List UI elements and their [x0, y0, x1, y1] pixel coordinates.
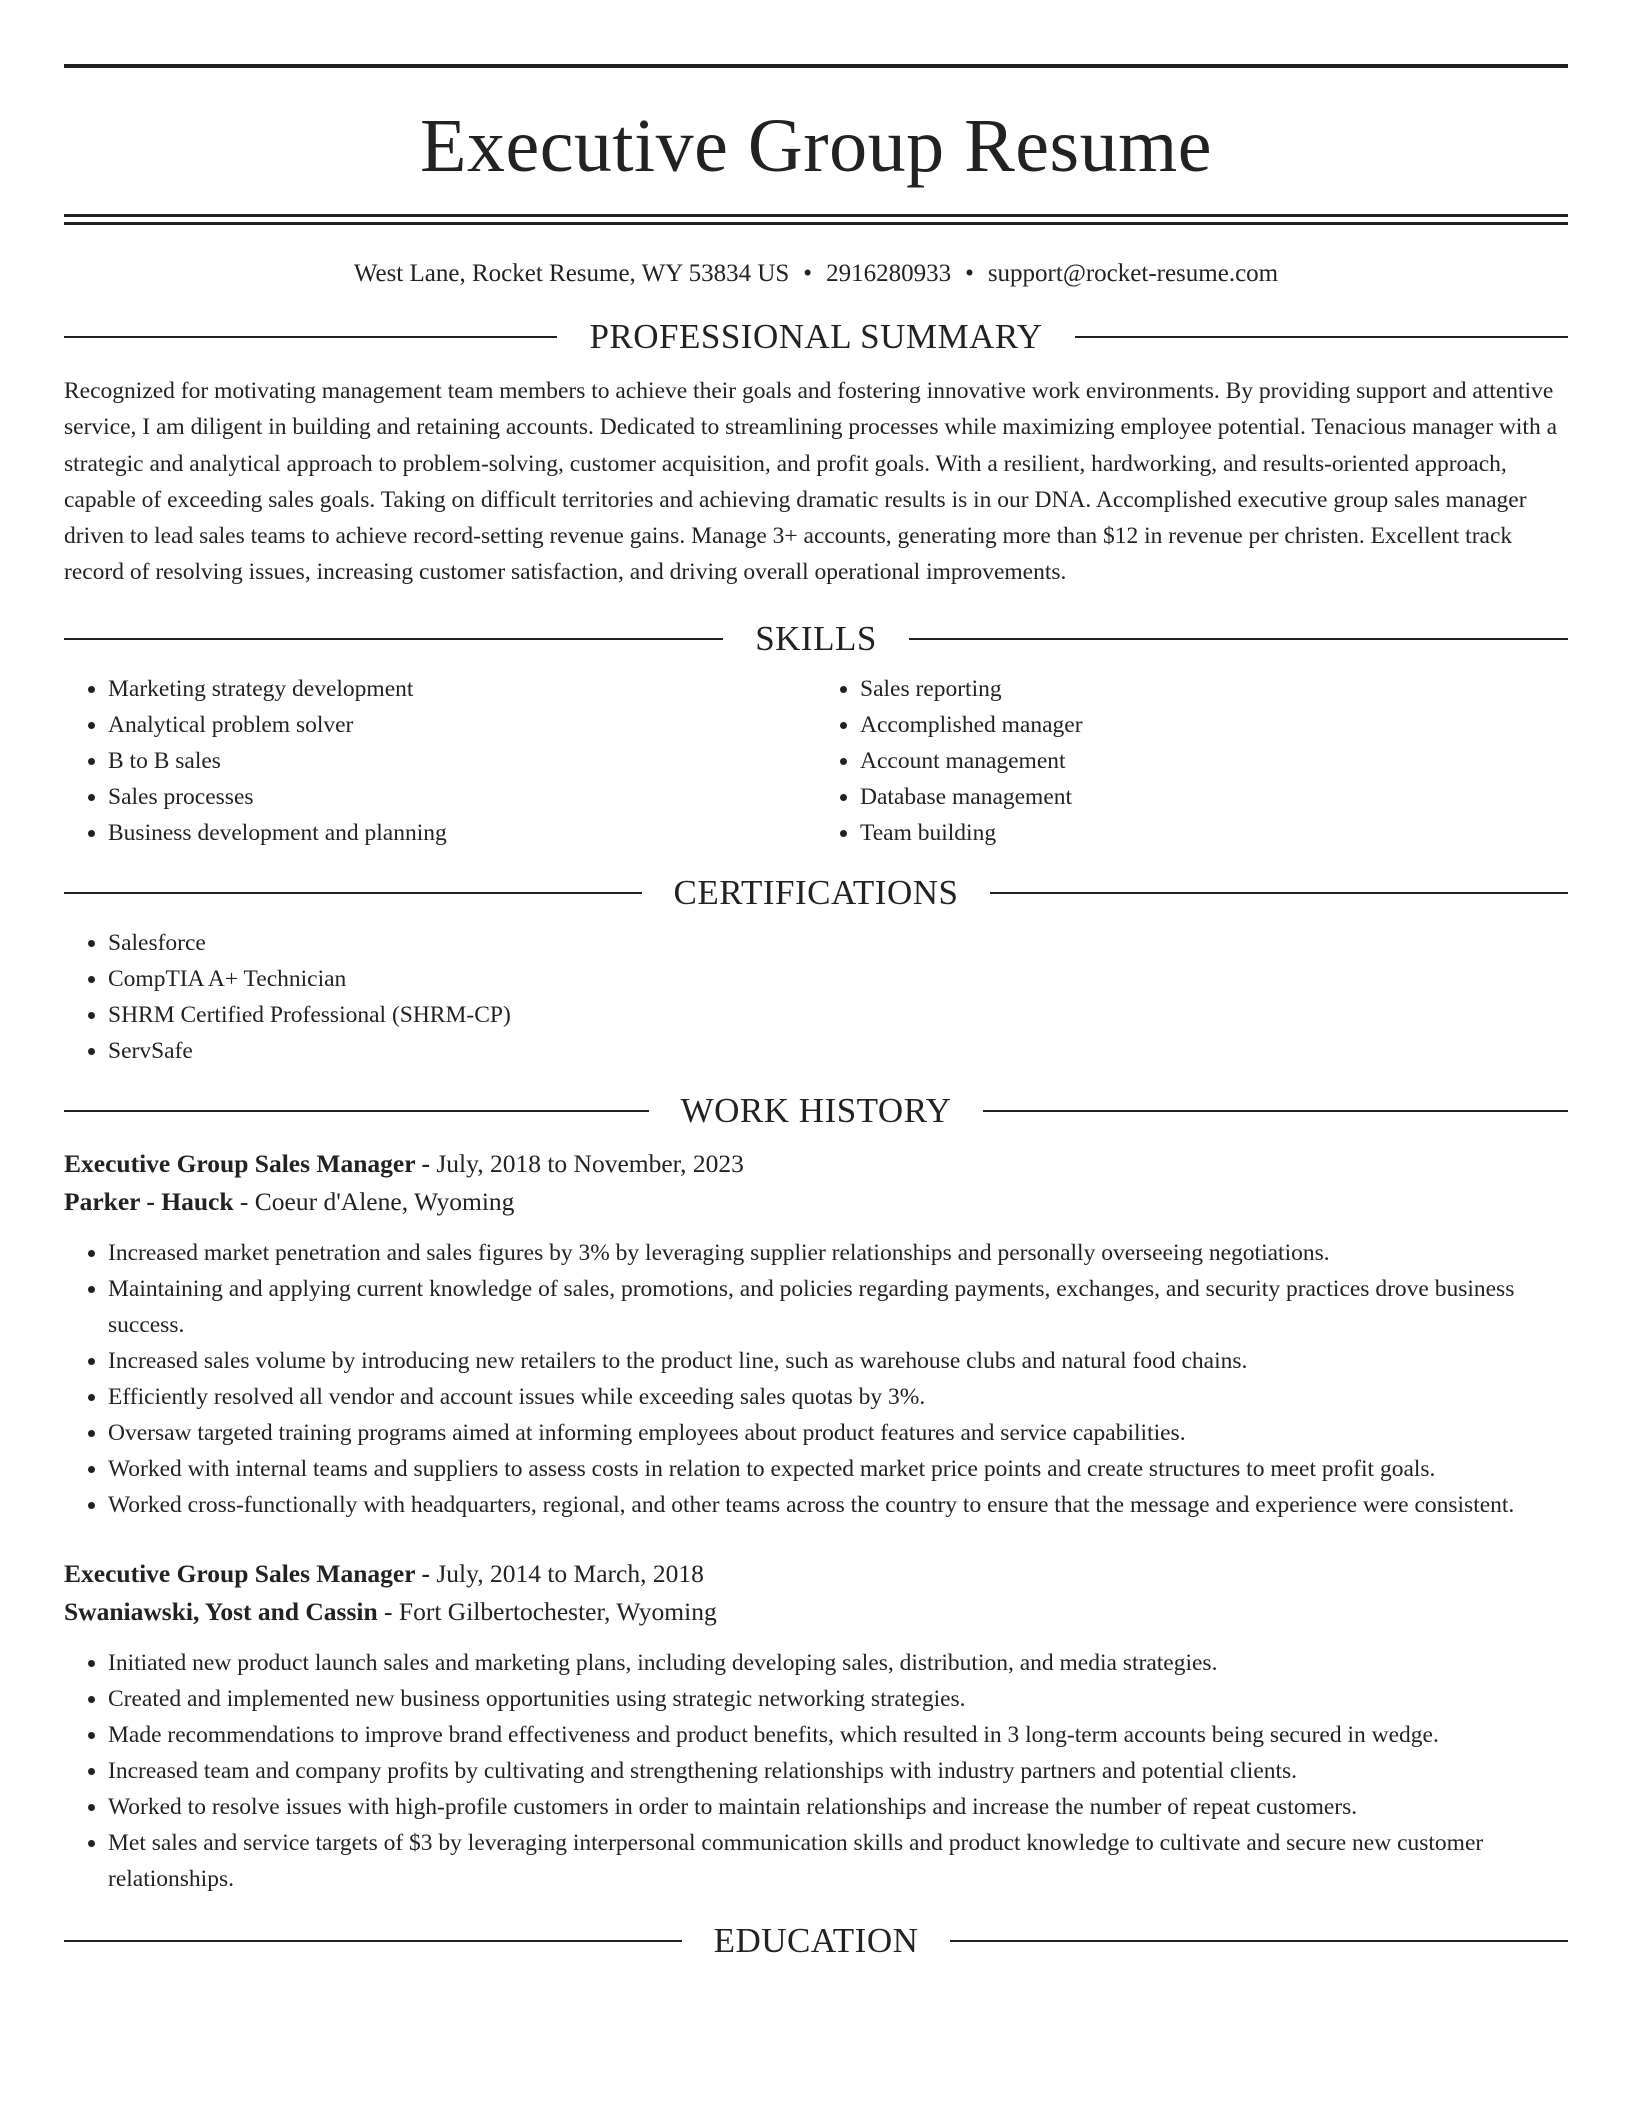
certification-item: • CompTIA A+ Technician	[108, 961, 1568, 997]
job-title-line	[64, 1555, 1568, 1593]
skill-item: • Business development and planning	[108, 815, 816, 851]
job-bullet: • Met sales and service targets of $3 by leveraging interpersonal communication skills and product knowledge to cultivate and secure new customer relationships.	[108, 1825, 1568, 1897]
heading-rule-left	[64, 1110, 649, 1112]
job-title: Executive Group Sales Manager	[64, 1558, 416, 1588]
certification-item: • Salesforce	[108, 925, 1568, 961]
page-title: Executive Group Resume	[420, 104, 1212, 188]
skill-item: • Team building	[860, 815, 1568, 851]
summary-heading	[64, 317, 1568, 357]
certification-item: • ServSafe	[108, 1033, 1568, 1069]
job-bullets	[64, 1235, 1568, 1523]
job-company: Swaniawski, Yost and Cassin	[64, 1596, 378, 1626]
job-dates: July, 2018 to November, 2023	[436, 1148, 744, 1178]
job-location: Coeur d'Alene, Wyoming	[254, 1186, 515, 1216]
job-bullet: • Worked to resolve issues with high-profile customers in order to maintain relationships and increase the number of repeat customers.	[108, 1789, 1568, 1825]
contact-phone: 2916280933	[826, 260, 952, 287]
summary-text: Recognized for motivating management team members to achieve their goals and fostering innovative work environments. By providing support and attentive service, I am diligent in building and retaining accounts. Dedicated to streamlining processes while maximizing employee potential. Tenacious manager with a strategic and analytical approach to problem-solving, customer acquisition, and profit goals. With a resilient, hardworking, and results-oriented approach, capable of exceeding sales goals. Taking on difficult territories and achieving dramatic results is in our DNA. Accomplished executive group sales manager driven to lead sales teams to achieve record-setting revenue gains. Manage 3+ accounts, generating more than $12 in revenue per christen. Excellent track record of resolving issues, increasing customer satisfaction, and driving overall operational improvements.	[64, 378, 1557, 586]
job-bullet: • Maintaining and applying current knowledge of sales, promotions, and policies regarding payments, exchanges, and security practices drove business success.	[108, 1271, 1568, 1343]
skill-item: • Account management	[860, 743, 1568, 779]
job-entry	[64, 1555, 1568, 1897]
heading-rule-left	[64, 1940, 682, 1942]
job-title-dash: -	[415, 1148, 437, 1178]
job-company: Parker - Hauck	[64, 1186, 234, 1216]
job-title-line	[64, 1145, 1568, 1183]
certifications-list	[64, 925, 1568, 1069]
job-bullets	[64, 1645, 1568, 1897]
skill-item: • Analytical problem solver	[108, 707, 816, 743]
job-bullet: • Worked with internal teams and suppliers to assess costs in relation to expected market price points and create structures to meet profit goals.	[108, 1451, 1568, 1487]
contact-separator: •	[965, 260, 974, 287]
job-title: Executive Group Sales Manager	[64, 1148, 416, 1178]
contact-address: West Lane, Rocket Resume, WY 53834 US	[353, 260, 790, 287]
contact-line	[64, 259, 1568, 289]
skill-item: • B to B sales	[108, 743, 816, 779]
job-entry	[64, 1145, 1568, 1523]
skill-item: • Sales processes	[108, 779, 816, 815]
job-bullet: • Increased market penetration and sales figures by 3% by leveraging supplier relationships and personally overseeing negotiations.	[108, 1235, 1568, 1271]
heading-rule-right	[983, 1110, 1568, 1112]
job-title-dash: -	[415, 1558, 437, 1588]
title-rule-upper	[64, 214, 1568, 217]
skills-heading	[64, 619, 1568, 659]
heading-rule-right	[1075, 336, 1568, 338]
contact-separator: •	[803, 260, 813, 287]
job-company-line	[64, 1593, 1568, 1631]
title-rule-lower	[64, 222, 1568, 225]
skills-columns	[64, 671, 1568, 851]
heading-rule-left	[64, 892, 642, 894]
job-bullet: • Made recommendations to improve brand effectiveness and product benefits, which resulted in 3 long-term accounts being secured in wedge.	[108, 1717, 1568, 1753]
education-heading-label: EDUCATION	[713, 1920, 919, 1960]
job-company-dash: -	[233, 1186, 255, 1216]
certifications-heading-label: CERTIFICATIONS	[673, 872, 959, 912]
education-heading	[64, 1921, 1568, 1961]
heading-rule-left	[64, 336, 557, 338]
top-rule	[64, 64, 1568, 68]
skill-item: • Sales reporting	[860, 671, 1568, 707]
resume-document	[64, 64, 1568, 1961]
job-bullet: • Created and implemented new business opportunities using strategic networking strategies.	[108, 1681, 1568, 1717]
heading-rule-left	[64, 638, 723, 640]
skill-item: • Accomplished manager	[860, 707, 1568, 743]
skills-list-right	[816, 671, 1568, 851]
skill-item: • Marketing strategy development	[108, 671, 816, 707]
skills-heading-label: SKILLS	[755, 618, 877, 658]
heading-rule-right	[909, 638, 1568, 640]
job-company-line	[64, 1183, 1568, 1221]
job-bullet: • Increased sales volume by introducing new retailers to the product line, such as warehouse clubs and natural food chains.	[108, 1343, 1568, 1379]
heading-rule-right	[990, 892, 1568, 894]
job-dates: July, 2014 to March, 2018	[436, 1558, 704, 1588]
job-bullet: • Oversaw targeted training programs aimed at informing employees about product features and service capabilities.	[108, 1415, 1568, 1451]
work-history-heading	[64, 1091, 1568, 1131]
heading-rule-right	[950, 1940, 1568, 1942]
work-history-heading-label: WORK HISTORY	[680, 1090, 952, 1130]
job-bullet: • Efficiently resolved all vendor and account issues while exceeding sales quotas by 3%.	[108, 1379, 1568, 1415]
job-company-dash: -	[377, 1596, 399, 1626]
job-bullet: • Worked cross-functionally with headquarters, regional, and other teams across the country to ensure that the message and experience were consistent.	[108, 1487, 1568, 1523]
contact-email: support@rocket-resume.com	[987, 260, 1279, 287]
job-bullet: • Initiated new product launch sales and marketing plans, including developing sales, distribution, and media strategies.	[108, 1645, 1568, 1681]
summary-heading-label: PROFESSIONAL SUMMARY	[589, 317, 1043, 356]
certification-item: • SHRM Certified Professional (SHRM-CP)	[108, 997, 1568, 1033]
skills-list-left	[64, 671, 816, 851]
skill-item: • Database management	[860, 779, 1568, 815]
job-bullet: • Increased team and company profits by cultivating and strengthening relationships with industry partners and potential clients.	[108, 1753, 1568, 1789]
certifications-heading	[64, 873, 1568, 913]
job-location: Fort Gilbertochester, Wyoming	[398, 1596, 717, 1626]
